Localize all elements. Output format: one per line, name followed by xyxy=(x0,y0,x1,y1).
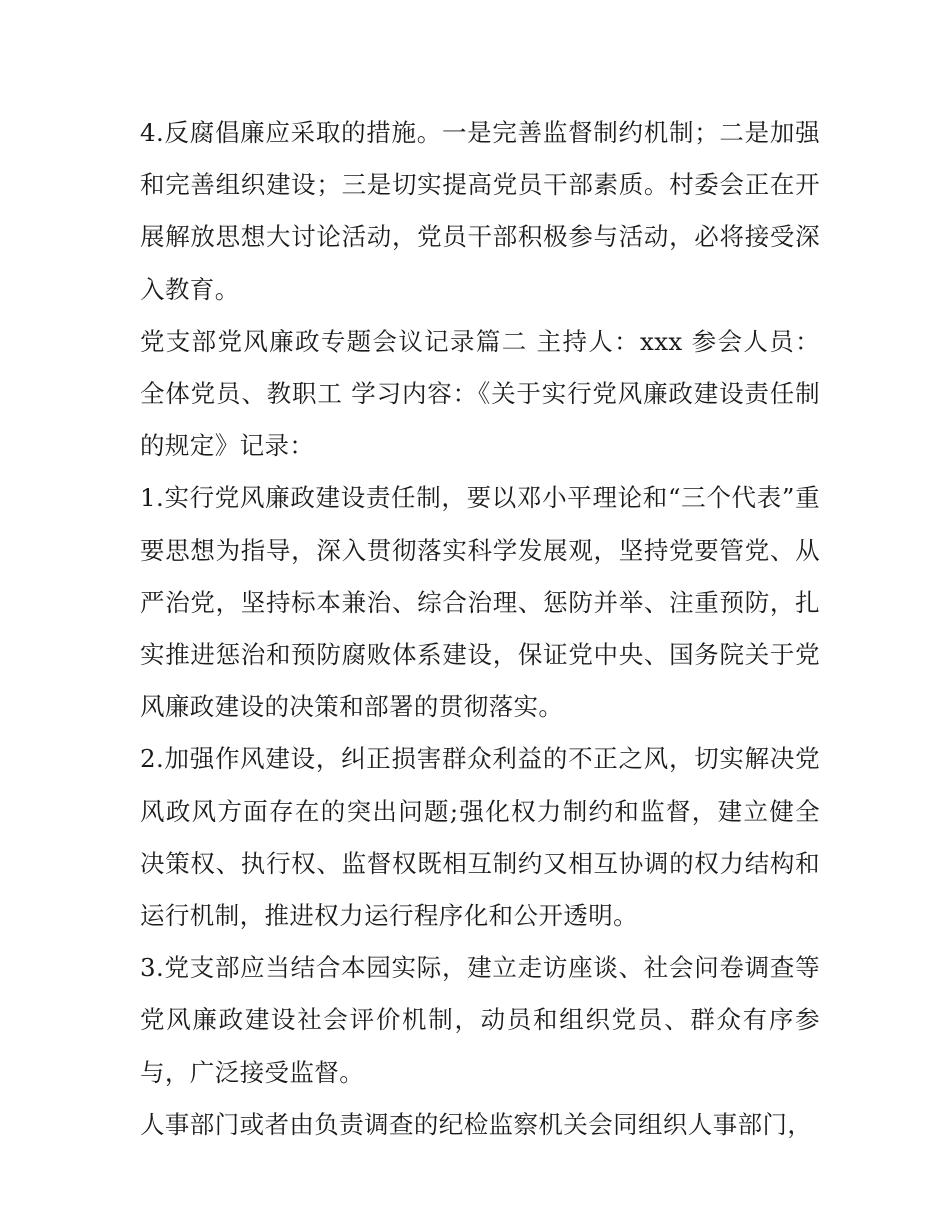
paragraph-item-1: 1.实行党风廉政建设责任制，要以邓小平理论和“三个代表”重要思想为指导，深入贯彻落实科学发展观，坚持党要管党、从严治党，坚持标本兼治、综合治理、惩防并举、注重预防，扎实推进惩治和预防腐败体系建设，保证党中央、国务院关于党风廉政建设的决策和部署的贯彻落实。 xyxy=(140,483,820,722)
document-body xyxy=(140,107,820,1151)
paragraph-meeting-record-header: 党支部党风廉政专题会议记录篇二 主持人：xxx 参会人员：全体党员、教职工 学习内容：《关于实行党风廉政建设责任制的规定》记录： xyxy=(140,326,820,461)
paragraph-item-3: 3.党支部应当结合本园实际，建立走访座谈、社会问卷调查等党风廉政建设社会评价机制，动员和组织党员、群众有序参与，广泛接受监督。 xyxy=(140,953,820,1087)
paragraph-personnel-dept: 人事部门或者由负责调查的纪检监察机关会同组织人事部门， xyxy=(140,1109,813,1139)
paragraph-item-2: 2.加强作风建设，纠正损害群众利益的不正之风，切实解决党风政风方面存在的突出问题;强化权力制约和监督，建立健全决策权、执行权、监督权既相互制约又相互协调的权力结构和运行机制，推进权力运行程序化和公开透明。 xyxy=(140,744,820,931)
paragraph-anti-corruption-measures: 4.反腐倡廉应采取的措施。一是完善监督制约机制；二是加强和完善组织建设；三是切实提高党员干部素质。村委会正在开展解放思想大讨论活动，党员干部积极参与活动，必将接受深入教育。 xyxy=(140,118,820,304)
